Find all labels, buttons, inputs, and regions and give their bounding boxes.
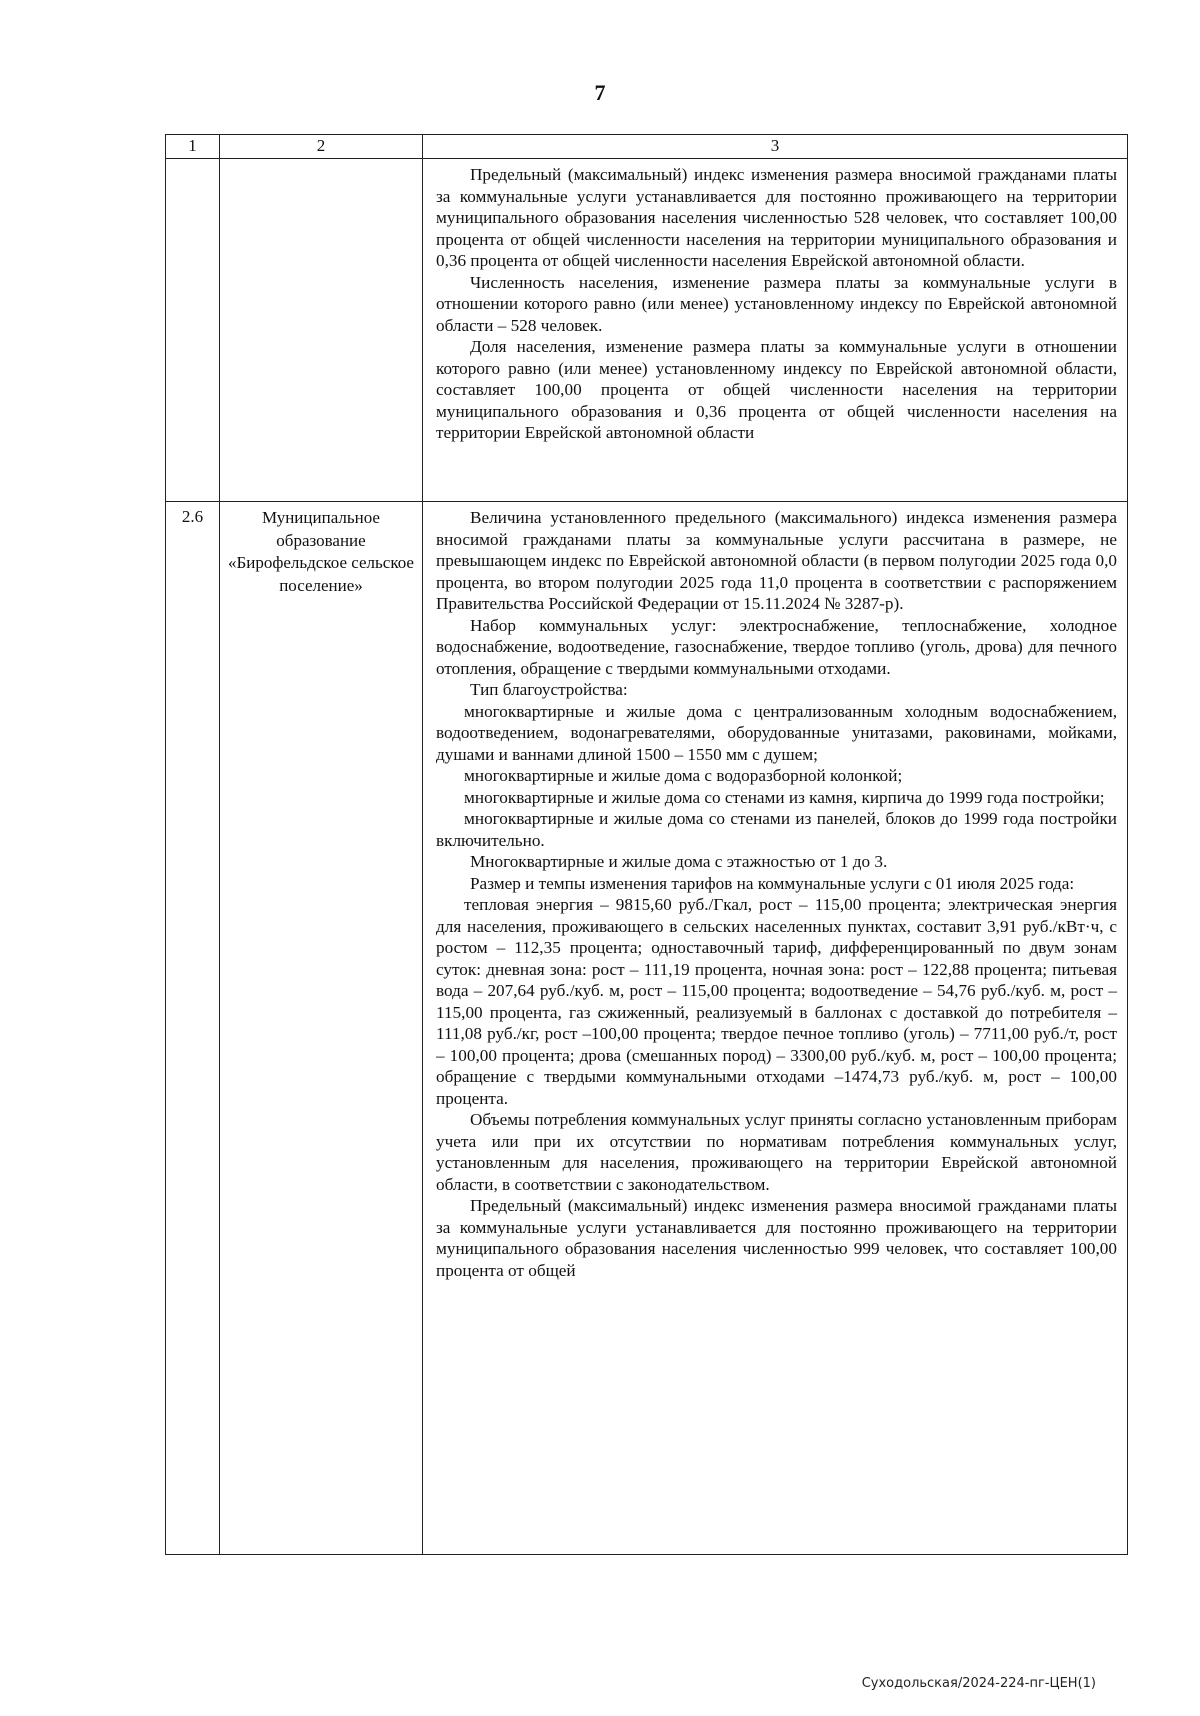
paragraph: Предельный (максимальный) индекс изменения размера вносимой гражданами платы за коммунальные услуги устанавливается для постоянно проживающего на территории муниципального образования населения численностью 999 человек, что составляет 100,00 процента от общей [436,1196,1117,1280]
paragraph: Предельный (максимальный) индекс изменения размера вносимой гражданами платы за коммунальные услуги устанавливается для постоянно проживающего на территории муниципального образования населения численностью 528 человек, что составляет 100,00 процента от общей численности населения на территории муниципального образования и 0,36 процента от общей численности населения Еврейской автономной области. [436,165,1117,270]
row-number: 2.6 [181,507,204,526]
paragraph: Объемы потребления коммунальных услуг приняты согласно установленным приборам учета или при их отсутствии по нормативам потребления коммунальных услуг, установленным для населения, проживающего на территории Еврейской автономной области, в соответствии с законодательством. [436,1110,1117,1194]
paragraph: многоквартирные и жилые дома с водоразборной колонкой; [464,766,903,785]
row-name-cell [220,502,423,1555]
table-row [166,502,1128,1555]
paragraph: многоквартирные и жилые дома со стенами из панелей, блоков до 1999 года постройки включительно. [436,809,1117,850]
table-row [166,159,1128,502]
paragraph: Размер и темпы изменения тарифов на коммунальные услуги с 01 июля 2025 года: [470,873,1075,893]
paragraph: Численность населения, изменение размера платы за коммунальные услуги в отношении которого равно (или менее) установленному индексу по Еврейской автономной области – 528 человек. [436,272,1117,335]
document-footer-code: Суходольская/2024-224-пг-ЦЕН(1) [861,1676,1096,1691]
row-name-cell [220,159,423,502]
row-number-cell [166,159,220,502]
row-content-cell [423,159,1128,502]
row-number-cell [166,502,220,1555]
header-col-3: 3 [423,135,1128,159]
paragraph: Многоквартирные и жилые дома с этажностью от 1 до 3. [470,852,888,871]
paragraph: Доля населения, изменение размера платы за коммунальные услуги в отношении которого равно (или менее) установленному индексу по Еврейской автономной области, составляет 100,00 процента от общей численности населения на территории муниципального образования и 0,36 процента от общей численности населения на территории Еврейской автономной области [436,337,1117,442]
paragraph: многоквартирные и жилые дома со стенами из камня, кирпича до 1999 года постройки; [464,787,1105,807]
paragraph: тепловая энергия – 9815,60 руб./Гкал, рост – 115,00 процента; электрическая энергия для населения, проживающего в сельских населенных пунктах, составит 3,91 руб./кВт·ч, с ростом – 112,35 процента; одноставочный тариф, дифференцированный по двум зонам суток: дневная зона: рост – 111,19 процента, ночная зона: рост – 122,88 процента; питьевая вода – 207,64 руб./куб. м, рост – 115,00 процента; водоотведение – 54,76 руб./куб. м, рост – 115,00 процента, газ сжиженный, реализуемый в баллонах с доставкой до потребителя – 111,08 руб./кг, рост –100,00 процента; твердое печное топливо (уголь) – 7711,00 руб./т, рост – 100,00 процента; дрова (смешанных пород) – 3300,00 руб./куб. м, рост – 100,00 процента; обращение с твердыми коммунальными отходами –1474,73 руб./куб. м, рост – 100,00 процента. [436,895,1117,1108]
row-content-cell [423,502,1128,1555]
paragraph: Тип благоустройства: [470,680,628,699]
paragraph: многоквартирные и жилые дома с централизованным холодным водоснабжением, водоотведением, водонагревателями, оборудованные унитазами, раковинами, мойками, душами и ваннами длиной 1500 – 1550 мм с душем; [436,701,1117,764]
header-col-2: 2 [220,135,423,159]
header-col-1: 1 [166,135,220,159]
page-number: 7 [594,80,606,105]
paragraph: Набор коммунальных услуг: электроснабжение, теплоснабжение, холодное водоснабжение, водоотведение, газоснабжение, твердое топливо (уголь, дрова) для печного отопления, обращение с твердыми коммунальными отходами. [436,615,1117,678]
paragraph: Величина установленного предельного (максимального) индекса изменения размера вносимой гражданами платы за коммунальные услуги рассчитана в размере, не превышающем индекс по Еврейской автономной области (в первом полугодии 2025 года 0,0 процента, во втором полугодии 2025 года 11,0 процента в соответствии с распоряжением Правительства Российской Федерации от 15.11.2024 № 3287-р). [436,508,1117,613]
municipality-name: Муниципальное образование «Бирофельдское сельское поселение» [228,508,414,595]
table-header-row [166,135,1128,159]
document-table [165,134,1128,1555]
